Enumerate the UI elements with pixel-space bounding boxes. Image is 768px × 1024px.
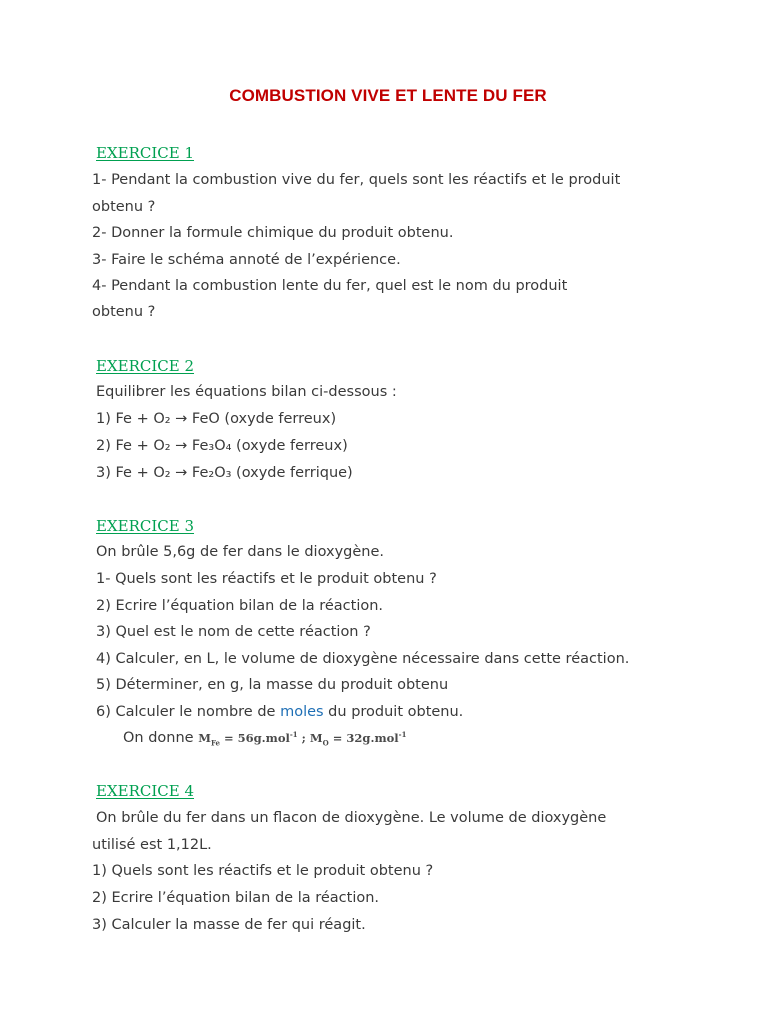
exercise-3-question-1: 1- Quels sont les réactifs et le produit obtenu ? xyxy=(96,571,437,587)
exercise-3-intro: On brûle 5,6g de fer dans le dioxygène. xyxy=(96,544,384,560)
exercise-1-question-4-line-2: obtenu ? xyxy=(92,304,156,320)
exercise-1-question-2: 2- Donner la formule chimique du produit obtenu. xyxy=(92,225,454,241)
exercise-4-question-3: 3) Calculer la masse de fer qui réagit. xyxy=(92,917,366,933)
exercise-4-question-2: 2) Ecrire l’équation bilan de la réaction. xyxy=(92,890,380,906)
exercise-1-question-4-line-1: 4- Pendant la combustion lente du fer, quel est le nom du produit xyxy=(92,278,568,294)
exercise-3-question-5: 5) Déterminer, en g, la masse du produit obtenu xyxy=(96,677,449,693)
exercise-2-equation-2: 2) Fe + O₂ → Fe₃O₄ (oxyde ferreux) xyxy=(96,438,348,454)
exercise-3-heading: EXERCICE 3 xyxy=(96,517,195,535)
exercise-3-question-3: 3) Quel est le nom de cette réaction ? xyxy=(96,624,371,640)
exercise-4-heading: EXERCICE 4 xyxy=(96,782,195,800)
exercise-2-intro: Equilibrer les équations bilan ci-dessous : xyxy=(96,384,397,400)
exercise-3-question-2: 2) Ecrire l’équation bilan de la réaction. xyxy=(96,598,384,614)
exercise-3-question-4: 4) Calculer, en L, le volume de dioxygène nécessaire dans cette réaction. xyxy=(96,651,630,667)
exercise-3-question-6-start: 6) Calculer le nombre de xyxy=(96,704,281,720)
exercise-2-equation-1: 1) Fe + O₂ → FeO (oxyde ferreux) xyxy=(96,411,337,427)
exercise-2-equation-3: 3) Fe + O₂ → Fe₂O₃ (oxyde ferrique) xyxy=(96,465,353,481)
given-label: On donne xyxy=(123,730,199,746)
exercise-1-question-1-line-2: obtenu ? xyxy=(92,199,156,215)
exercise-2-heading: EXERCICE 2 xyxy=(96,357,195,375)
exercise-4-question-1: 1) Quels sont les réactifs et le produit obtenu ? xyxy=(92,863,434,879)
exercise-1-question-1-line-1: 1- Pendant la combustion vive du fer, quels sont les réactifs et le produit xyxy=(92,172,621,188)
exercise-3-given-data xyxy=(123,730,406,747)
document-title: COMBUSTION VIVE ET LENTE DU FER xyxy=(229,86,547,105)
exercise-1-heading: EXERCICE 1 xyxy=(96,144,195,162)
exercise-4-intro-line-2: utilisé est 1,12L. xyxy=(92,837,212,853)
exercise-3-question-6-end: du produit obtenu. xyxy=(323,704,464,720)
moles-link[interactable]: moles xyxy=(280,704,324,720)
molar-mass-formula: $M_{Fe} = 56g.mol^{-1}$ ; $M_O = 32g.mol^{-1}$ xyxy=(198,730,407,748)
exercise-4-intro-line-1: On brûle du fer dans un flacon de dioxygène. Le volume de dioxygène xyxy=(96,810,607,826)
exercise-1-question-3: 3- Faire le schéma annoté de l’expérience. xyxy=(92,252,401,268)
exercise-3-question-6 xyxy=(96,702,463,722)
